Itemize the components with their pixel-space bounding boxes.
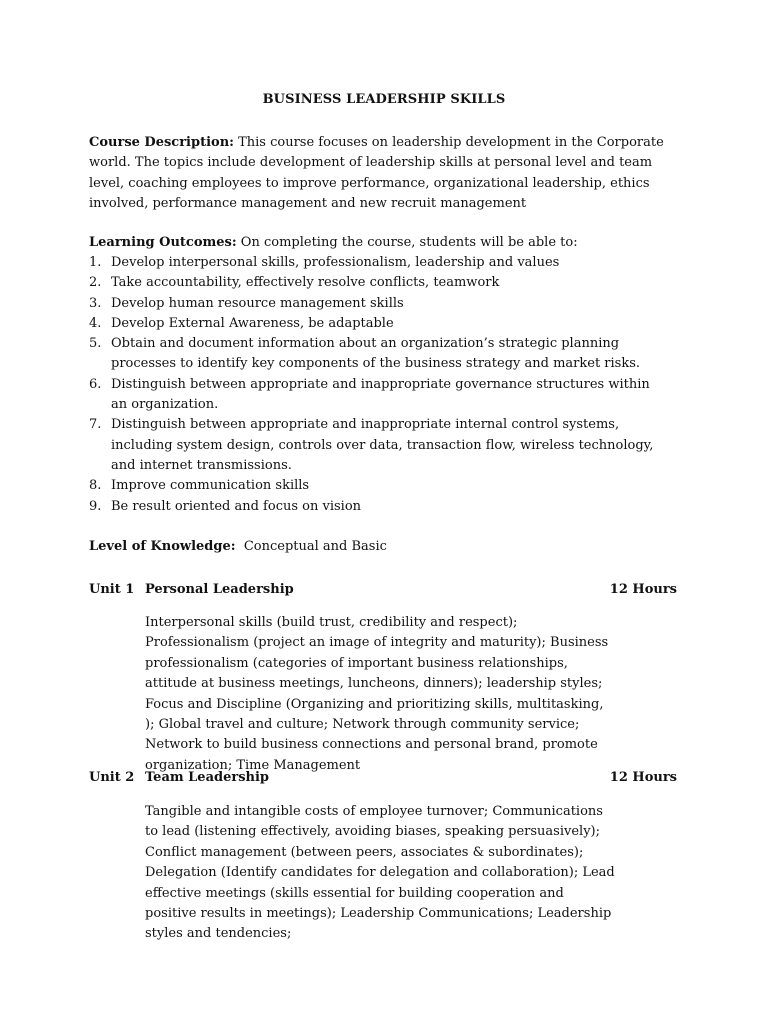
learning-outcomes-intro: On completing the course, students will be able to: [240,235,578,250]
list-item [89,253,669,273]
level-of-knowledge-value: Conceptual and Basic [243,539,387,554]
list-item-number: 6. [89,376,102,392]
list-item-number: 2. [89,275,102,291]
list-item [89,476,669,496]
unit-number: Unit 1 [89,582,135,597]
list-item [89,314,669,334]
unit-hours: 12 Hours [609,770,677,785]
unit-hours: 12 Hours [609,582,677,597]
unit-title: Personal Leadership [145,582,294,597]
document-title: BUSINESS LEADERSHIP SKILLS [262,92,506,107]
unit-heading-1 [89,580,677,600]
list-item-number: 5. [89,336,102,352]
unit-content-1: Interpersonal skills (build trust, credibility and respect); Professionalism (project an image of integrity and maturity); Business professionalism (categories of important business relationships, attitude at business meetings, luncheons, dinners); leadership styles; Focus and Discipline (Organizing and prioritizing skills, multitasking, ); Global travel and culture; Network through community service; Network to build business connections and personal brand, promote organization; Time Management [145,615,609,773]
list-item-text: Develop human resource management skills [111,295,404,311]
list-item-number: 4. [89,315,102,331]
list-item-text: Take accountability, effectively resolve conflicts, teamwork [111,275,500,291]
list-item-text: Develop interpersonal skills, professionalism, leadership and values [111,255,560,270]
course-description-text: This course focuses on leadership development in the Corporate world. The topics include development of leadership skills at personal level and team level, coaching employees to improve performance, organizational leadership, ethics involved, performance management and new recruit management [89,135,664,212]
list-item-text: Distinguish between appropriate and inappropriate internal control systems, including system design, controls over data, transaction flow, wireless technology, and internet transmissions. [111,417,654,473]
list-item [89,334,669,375]
list-item-number: 9. [89,498,102,514]
unit-number: Unit 2 [89,770,135,785]
unit-content-2: Tangible and intangible costs of employee turnover; Communications to lead (listening effectively, avoiding biases, speaking persuasively); Conflict management (between peers, associates & subordinates); Delegation (Identify candidates for delegation and collaboration); Lead effective meetings (skills essential for building cooperation and positive results in meetings); Leadership Communications; Leadership styles and tendencies; [145,804,615,942]
list-item-text: Be result oriented and focus on vision [111,498,362,514]
learning-outcomes-list [89,253,669,517]
list-item [89,375,669,416]
list-item-text: Develop External Awareness, be adaptable [111,315,394,331]
list-item-number: 1. [89,255,102,270]
list-item-text: Improve communication skills [111,478,310,494]
list-item-text: Distinguish between appropriate and inappropriate governance structures within an organization. [111,376,650,413]
list-item [89,415,669,476]
unit-title: Team Leadership [145,770,270,785]
level-of-knowledge [89,537,689,557]
learning-outcomes-heading [89,233,689,253]
list-item [89,497,669,517]
list-item-text: Obtain and document information about an organization’s strategic planning processes to identify key components of the business strategy and market risks. [111,336,641,372]
unit-heading-2 [89,768,677,788]
learning-outcomes-label: Learning Outcomes: [89,235,237,250]
list-item-number: 8. [89,478,102,494]
list-item [89,273,669,293]
course-description-label: Course Description: [89,135,234,150]
course-description [89,133,689,215]
list-item-number: 3. [89,295,102,311]
list-item [89,294,669,314]
level-of-knowledge-label: Level of Knowledge: [89,539,236,554]
list-item-number: 7. [89,417,102,433]
